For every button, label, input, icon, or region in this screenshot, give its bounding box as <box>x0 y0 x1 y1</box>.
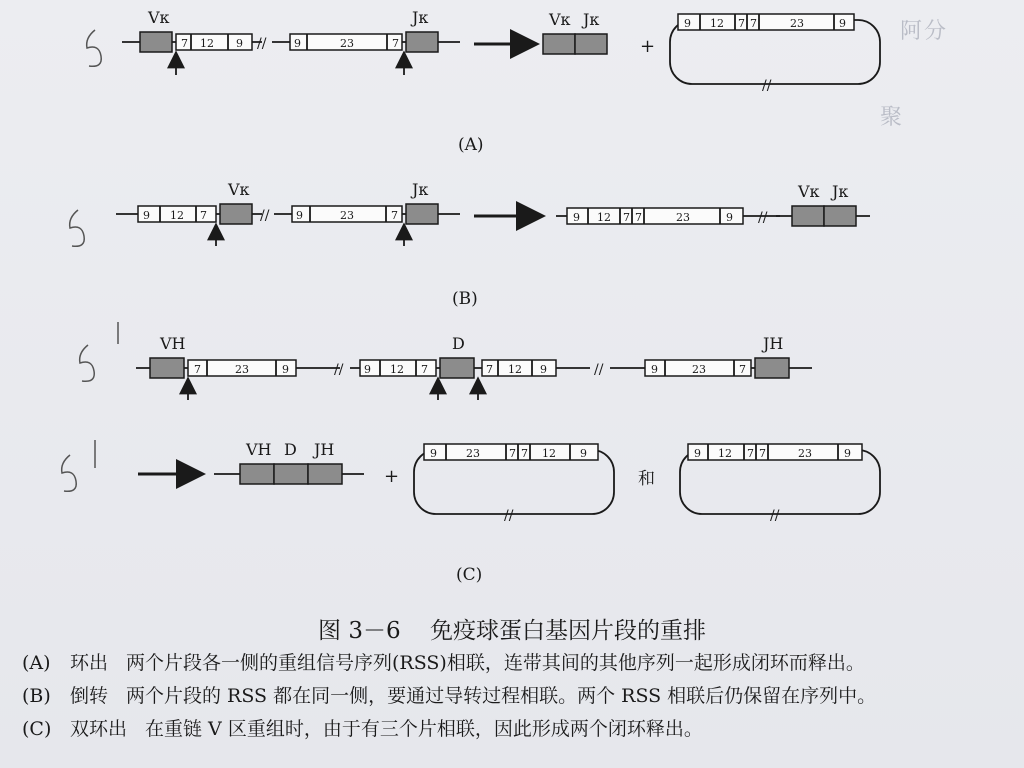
product-vk-label: Vκ <box>798 182 820 201</box>
rss-segment-label: 7 <box>421 363 428 376</box>
product-vk-label: Vκ <box>549 10 571 29</box>
rss-segment-label: 9 <box>364 363 371 376</box>
joined-vk-segment <box>792 206 824 226</box>
plus-sign: + <box>640 36 656 57</box>
joined-jk-segment <box>575 34 607 54</box>
jk-gene-segment <box>406 32 438 52</box>
rss-segment-label: 9 <box>143 209 150 222</box>
note-a <box>22 648 865 675</box>
rss-segment-label: 7 <box>738 17 745 30</box>
d-label: D <box>452 334 465 353</box>
figure-title: 免疫球蛋白基因片段的重排 <box>429 618 706 644</box>
rss-segment-label: 7 <box>194 363 201 376</box>
chromosome-break-mark: // <box>762 78 772 94</box>
rss-segment-label: 7 <box>509 447 516 460</box>
note-text: 两个片段各一侧的重组信号序列(RSS)相联，连带其间的其他序列一起形成闭环而释出。 <box>126 652 865 674</box>
note-c <box>22 714 703 741</box>
note-heading: 双环出 <box>70 718 128 740</box>
rss-segment-label: 12 <box>170 209 184 222</box>
jh-gene-segment <box>755 358 789 378</box>
rss-segment-label: 9 <box>844 447 851 460</box>
rss-segment-label: 7 <box>635 211 642 224</box>
rss-segment-label: 23 <box>798 447 812 460</box>
rss-segment-label: 12 <box>508 363 522 376</box>
jk-gene-segment <box>406 204 438 224</box>
rss-segment-label: 7 <box>759 447 766 460</box>
jk-label: Jκ <box>412 180 429 199</box>
rss-segment-label: 7 <box>750 17 757 30</box>
rss-segment-label: 9 <box>430 447 437 460</box>
rss-segment-label: 23 <box>340 209 354 222</box>
handwritten-margin-marks <box>62 30 118 491</box>
panel-a-label: (A) <box>458 135 484 155</box>
chromosome-break-mark: // <box>260 208 270 224</box>
rss-segment-label: 9 <box>296 209 303 222</box>
d-gene-segment <box>440 358 474 378</box>
bleed-through-text: 阿分 <box>900 19 949 44</box>
jk-label: Jκ <box>412 8 429 27</box>
rss-segment-label: 9 <box>580 447 587 460</box>
note-tag: (A) <box>22 652 51 674</box>
product-jk-label: Jκ <box>832 182 849 201</box>
panel-b-label: (B) <box>452 289 478 309</box>
panel-c-germline <box>136 334 812 400</box>
rss-segment-label: 9 <box>651 363 658 376</box>
chromosome-break-mark: // <box>334 362 344 378</box>
product-d-label: D <box>284 440 297 459</box>
joined-d-segment <box>274 464 308 484</box>
rss-segment-label: 9 <box>282 363 289 376</box>
product-jh-label: JH <box>314 440 335 459</box>
rss-segment-label: 7 <box>521 447 528 460</box>
rss-segment-label: 12 <box>200 37 214 50</box>
vh-label: VH <box>160 334 186 353</box>
note-heading: 环出 <box>70 652 109 674</box>
note-b <box>22 681 876 708</box>
panel-c-label: (C) <box>456 565 483 585</box>
rss-segment-label: 7 <box>200 209 207 222</box>
joined-jk-segment <box>824 206 856 226</box>
panel-c-product <box>138 440 880 585</box>
jh-label: JH <box>763 334 784 353</box>
rss-segment-label: 9 <box>236 37 243 50</box>
rss-segment-label: 23 <box>466 447 480 460</box>
note-tag: (C) <box>22 718 52 740</box>
rss-segment-label: 7 <box>181 37 188 50</box>
note-text: 两个片段的 RSS 都在同一侧，要通过导转过程相联。两个 RSS 相联后仍保留在序列中。 <box>126 685 877 707</box>
chromosome-break-mark: // <box>504 508 514 524</box>
rss-segment-label: 12 <box>597 211 611 224</box>
rss-segment-label: 12 <box>542 447 556 460</box>
vk-label: Vκ <box>148 8 170 27</box>
rss-segment-label: 9 <box>839 17 846 30</box>
rss-segment-label: 12 <box>710 17 724 30</box>
plus-sign: + <box>384 466 400 487</box>
rss-segment-label: 12 <box>718 447 732 460</box>
panel-b <box>116 180 870 309</box>
rss-segment-label: 9 <box>726 211 733 224</box>
rss-segment-label: 23 <box>340 37 354 50</box>
rss-segment-label: 23 <box>676 211 690 224</box>
joined-vk-segment <box>543 34 575 54</box>
rss-segment-label: 7 <box>739 363 746 376</box>
rss-segment-label: 23 <box>692 363 706 376</box>
rss-segment-label: 23 <box>790 17 804 30</box>
chromosome-break-mark: // <box>758 210 768 226</box>
chromosome-break-mark: // <box>594 362 604 378</box>
rss-segment-label: 9 <box>540 363 547 376</box>
joined-jh-segment <box>308 464 342 484</box>
rss-segment-label: 7 <box>486 363 493 376</box>
rss-segment-label: 23 <box>235 363 249 376</box>
rss-segment-label: 7 <box>623 211 630 224</box>
rss-segment-label: 7 <box>391 209 398 222</box>
note-heading: 倒转 <box>70 685 109 707</box>
vk-gene-segment <box>140 32 172 52</box>
rss-segment-label: 9 <box>573 211 580 224</box>
bleed-through-text: 聚 <box>880 105 905 130</box>
rss-segment-label: 7 <box>747 447 754 460</box>
rss-segment-label: 7 <box>392 37 399 50</box>
note-tag: (B) <box>22 685 51 707</box>
rss-segment-label: 9 <box>294 37 301 50</box>
panel-a <box>122 8 880 155</box>
figure-number: 图 3－6 <box>318 618 401 644</box>
rss-segment-label: 9 <box>694 447 701 460</box>
product-vh-label: VH <box>246 440 272 459</box>
chromosome-break-mark: // <box>770 508 780 524</box>
joined-vh-segment <box>240 464 274 484</box>
note-text: 在重链 V 区重组时，由于有三个片相联，因此形成两个闭环释出。 <box>145 718 703 740</box>
rss-segment-label: 12 <box>390 363 404 376</box>
vk-gene-segment <box>220 204 252 224</box>
figure-caption <box>0 612 1024 645</box>
vh-gene-segment <box>150 358 184 378</box>
and-label: 和 <box>638 469 655 489</box>
product-jk-label: Jκ <box>583 10 600 29</box>
vk-label: Vκ <box>228 180 250 199</box>
rss-segment-label: 9 <box>684 17 691 30</box>
chromosome-break-mark: // <box>257 36 267 52</box>
